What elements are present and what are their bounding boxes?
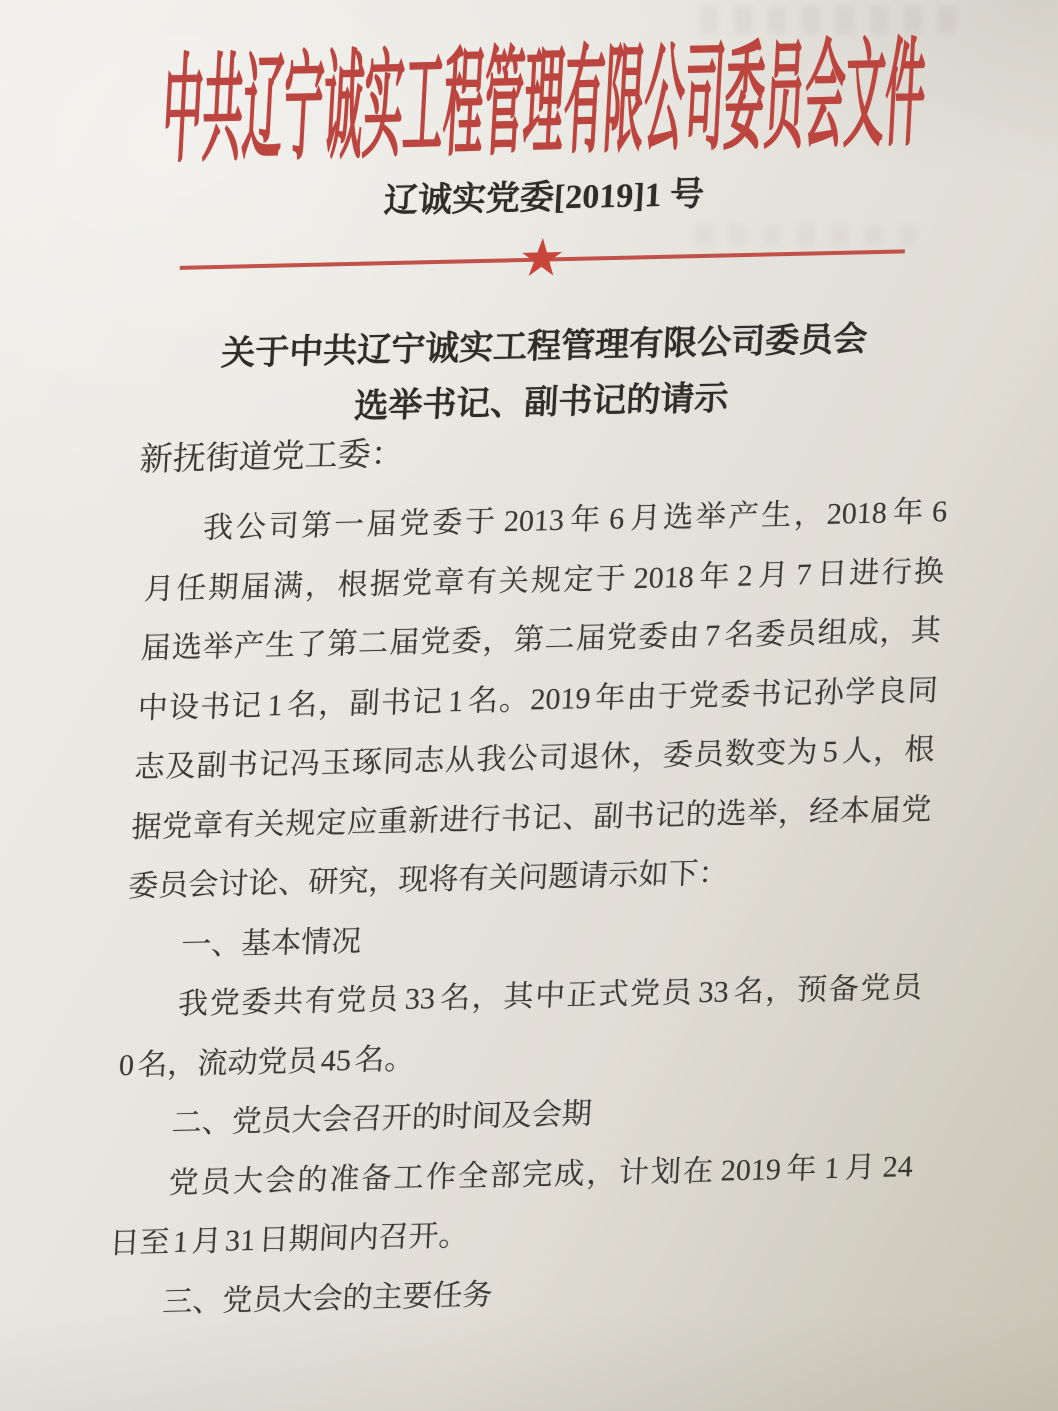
document-title-line2: 选举书记、副书记的请示	[353, 379, 730, 426]
body-line: 志及副书记冯玉琢同志从我公司退休，委员数变为 5 人，根	[133, 733, 936, 785]
letterhead-title: 中共辽宁诚实工程管理有限公司委员会文件	[159, 29, 929, 178]
body-line: 委员会讨论、研究，现将有关问题请示如下：	[127, 856, 730, 904]
body-line: 日至 1 月 31 日期间内召开。	[108, 1219, 470, 1261]
document-body	[105, 482, 949, 1333]
body-line: 届选举产生了第二届党委，第二届党委由 7 名委员组成，其	[140, 614, 942, 666]
section-heading: 一、基本情况	[180, 924, 363, 962]
body-line: 党员大会的准备工作全部完成，计划在 2019 年 1 月 24	[167, 1149, 914, 1200]
document-title	[80, 308, 1006, 441]
body-line: 中设书记 1 名，副书记 1 名。2019 年由于党委书记孙学良同	[136, 673, 939, 725]
body-line: 0 名，流动党员 45 名。	[118, 1042, 416, 1082]
document-number: 辽诚实党委[2019]1 号	[382, 176, 706, 221]
body-line: 我党委共有党员 33 名，其中正式党员 33 名，预备党员	[177, 971, 924, 1021]
star-icon: ★	[517, 230, 567, 289]
document-title-line1: 关于中共辽宁诚实工程管理有限公司委员会	[220, 320, 869, 373]
body-line: 我公司第一届党委于 2013 年 6 月选举产生，2018 年 6	[202, 495, 948, 545]
body-line: 据党章有关规定应重新进行书记、副书记的选举，经本届党	[130, 792, 933, 844]
section-heading: 三、党员大会的主要任务	[161, 1278, 494, 1319]
body-line: 月任期届满，根据党章有关规定于 2018 年 2 月 7 日进行换	[143, 554, 945, 606]
section-heading: 二、党员大会召开的时间及会期	[171, 1097, 593, 1140]
salutation: 新抚街道党工委：	[138, 436, 405, 479]
letterhead	[80, 25, 1007, 181]
